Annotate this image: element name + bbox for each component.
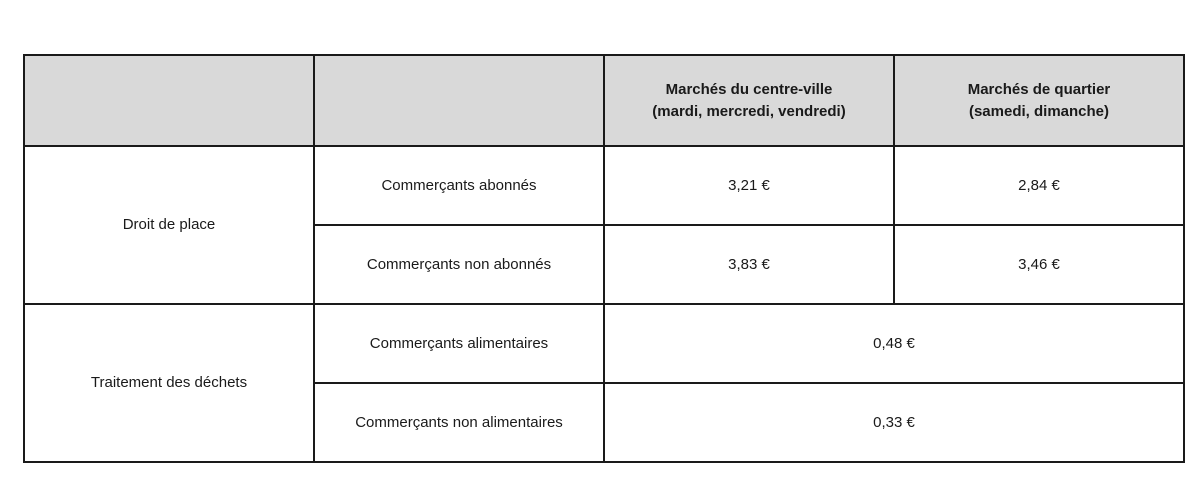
category-cell: Commerçants alimentaires [314,304,604,383]
droit-de-place-label: Droit de place [24,146,314,304]
header-row [24,55,1184,146]
header-empty-cell-2 [314,55,604,146]
price-centre-ville: 3,83 € [604,225,894,304]
price-merged: 0,48 € [604,304,1184,383]
tariff-table [23,54,1185,463]
category-cell: Commerçants non alimentaires [314,383,604,462]
traitement-dechets-label: Traitement des déchets [24,304,314,462]
header-quartier [894,55,1184,146]
header-quartier-title: Marchés de quartier [967,80,1111,98]
header-empty-cell-1 [24,55,314,146]
header-centre-ville-days: (mardi, mercredi, vendredi) [652,102,846,120]
price-quartier: 3,46 € [894,225,1184,304]
header-quartier-days: (samedi, dimanche) [968,102,1110,120]
price-centre-ville: 3,21 € [604,146,894,225]
header-centre-ville-title: Marchés du centre-ville [665,80,833,98]
header-centre-ville [604,55,894,146]
price-merged: 0,33 € [604,383,1184,462]
table-row [24,304,1184,383]
table-row [24,146,1184,225]
category-cell: Commerçants abonnés [314,146,604,225]
price-quartier: 2,84 € [894,146,1184,225]
category-cell: Commerçants non abonnés [314,225,604,304]
